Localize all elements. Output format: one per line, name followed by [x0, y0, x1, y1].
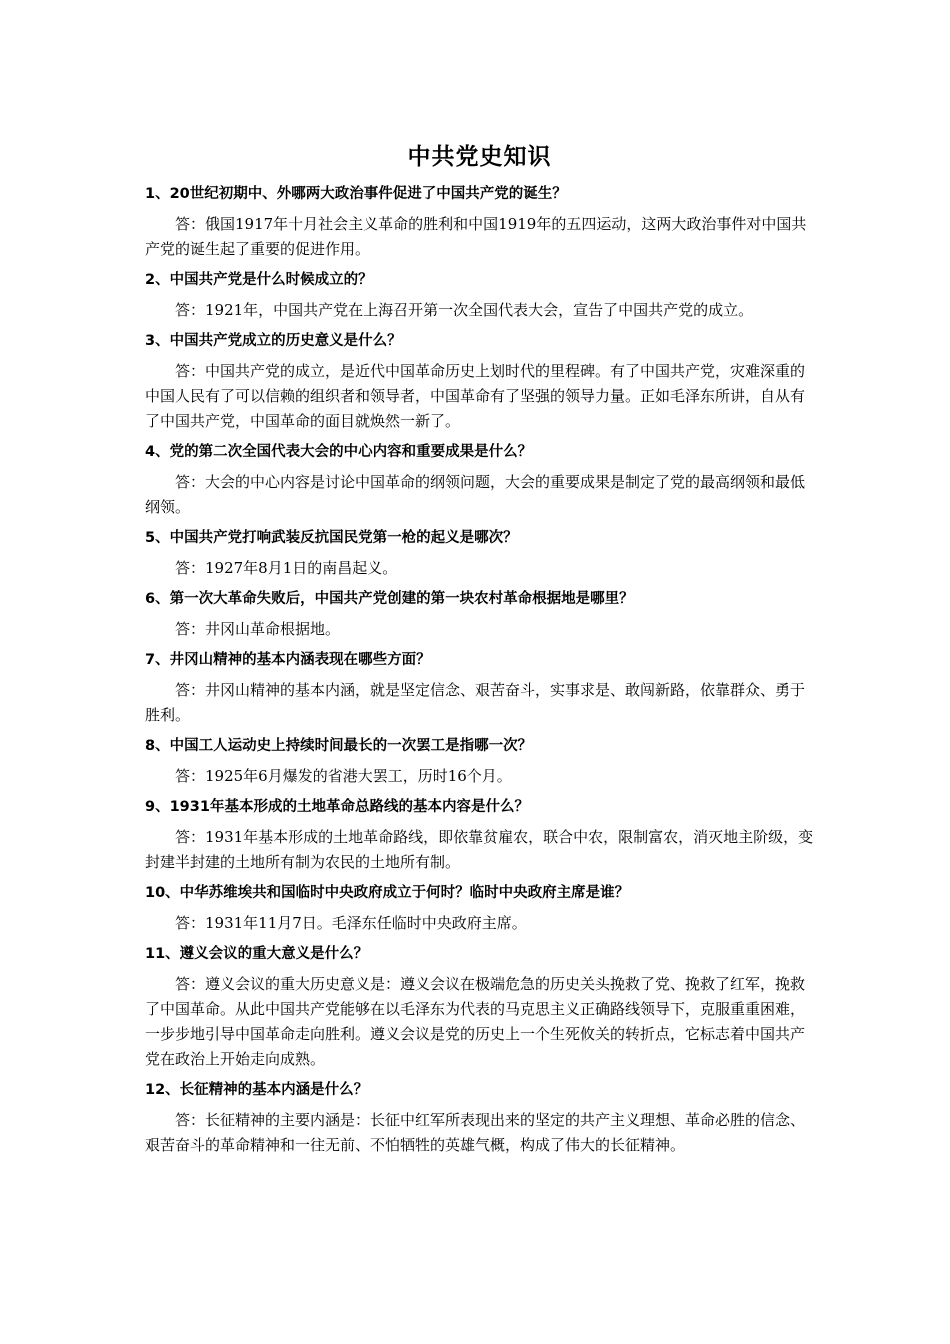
qa-item-3 [145, 329, 814, 434]
qa-item-6 [145, 587, 814, 642]
answer-3: 答：中国共产党的成立，是近代中国革命历史上划时代的里程碑。有了中国共产党，灾难深重的中国人民有了可以信赖的组织者和领导者，中国革命有了坚强的领导力量。正如毛泽东所讲，自从有了中国共产党，中国革命的面目就焕然一新了。 [145, 362, 806, 430]
question-4: 4、党的第二次全国代表大会的中心内容和重要成果是什么？ [145, 444, 533, 460]
qa-item-9 [145, 795, 814, 875]
qa-item-1 [145, 182, 814, 262]
qa-item-12 [145, 1078, 814, 1158]
answer-10: 答：1931年11月7日。毛泽东任临时中央政府主席。 [175, 914, 527, 932]
question-7: 7、井冈山精神的基本内涵表现在哪些方面？ [145, 652, 431, 668]
answer-9: 答：1931年基本形成的土地革命路线，即依靠贫雇农，联合中农，限制富农，消灭地主阶级，变封建半封建的土地所有制为农民的土地所有制。 [145, 828, 814, 871]
qa-item-10 [145, 881, 814, 936]
answer-12: 答：长征精神的主要内涵是：长征中红军所表现出来的坚定的共产主义理想、革命必胜的信念、艰苦奋斗的革命精神和一往无前、不怕牺牲的英雄气概，构成了伟大的长征精神。 [145, 1111, 806, 1154]
question-11: 11、遵义会议的重大意义是什么？ [145, 946, 369, 962]
answer-2: 答：1921年，中国共产党在上海召开第一次全国代表大会，宣告了中国共产党的成立。 [175, 301, 754, 319]
page-title: 中共党史知识 [407, 144, 552, 170]
qa-item-5 [145, 526, 814, 581]
question-12: 12、长征精神的基本内涵是什么？ [145, 1082, 369, 1098]
answer-5: 答：1927年8月1日的南昌起义。 [175, 559, 398, 577]
qa-item-7 [145, 648, 814, 728]
answer-11: 答：遵义会议的重大历史意义是：遵义会议在极端危急的历史关头挽救了党、挽救了红军，挽救了中国革命。从此中国共产党能够在以毛泽东为代表的马克思主义正确路线领导下，克服重重困难，一步步地引导中国革命走向胜利。遵义会议是党的历史上一个生死攸关的转折点，它标志着中国共产党在政治上开始走向成熟。 [145, 975, 806, 1068]
question-1: 1、20世纪初期中、外哪两大政治事件促进了中国共产党的诞生？ [145, 186, 567, 202]
question-5: 5、中国共产党打响武装反抗国民党第一枪的起义是哪次？ [145, 530, 518, 546]
answer-6: 答：井冈山革命根据地。 [175, 620, 341, 638]
answer-4: 答：大会的中心内容是讨论中国革命的纲领问题，大会的重要成果是制定了党的最高纲领和最低纲领。 [145, 473, 806, 516]
question-9: 9、1931年基本形成的土地革命总路线的基本内容是什么？ [145, 799, 529, 815]
qa-item-11 [145, 942, 814, 1072]
answer-8: 答：1925年6月爆发的省港大罢工，历时16个月。 [175, 767, 512, 785]
question-2: 2、中国共产党是什么时候成立的？ [145, 272, 373, 288]
qa-item-2 [145, 268, 814, 323]
qa-item-8 [145, 734, 814, 789]
question-6: 6、第一次大革命失败后，中国共产党创建的第一块农村革命根据地是哪里？ [145, 591, 634, 607]
answer-7: 答：井冈山精神的基本内涵，就是坚定信念、艰苦奋斗，实事求是、敢闯新路，依靠群众、勇于胜利。 [145, 681, 806, 724]
answer-1: 答：俄国1917年十月社会主义革命的胜利和中国1919年的五四运动，这两大政治事件对中国共产党的诞生起了重要的促进作用。 [145, 215, 807, 258]
question-8: 8、中国工人运动史上持续时间最长的一次罢工是指哪一次？ [145, 738, 533, 754]
question-10: 10、中华苏维埃共和国临时中央政府成立于何时？临时中央政府主席是谁？ [145, 885, 630, 901]
question-3: 3、中国共产党成立的历史意义是什么？ [145, 333, 402, 349]
qa-item-4 [145, 440, 814, 520]
